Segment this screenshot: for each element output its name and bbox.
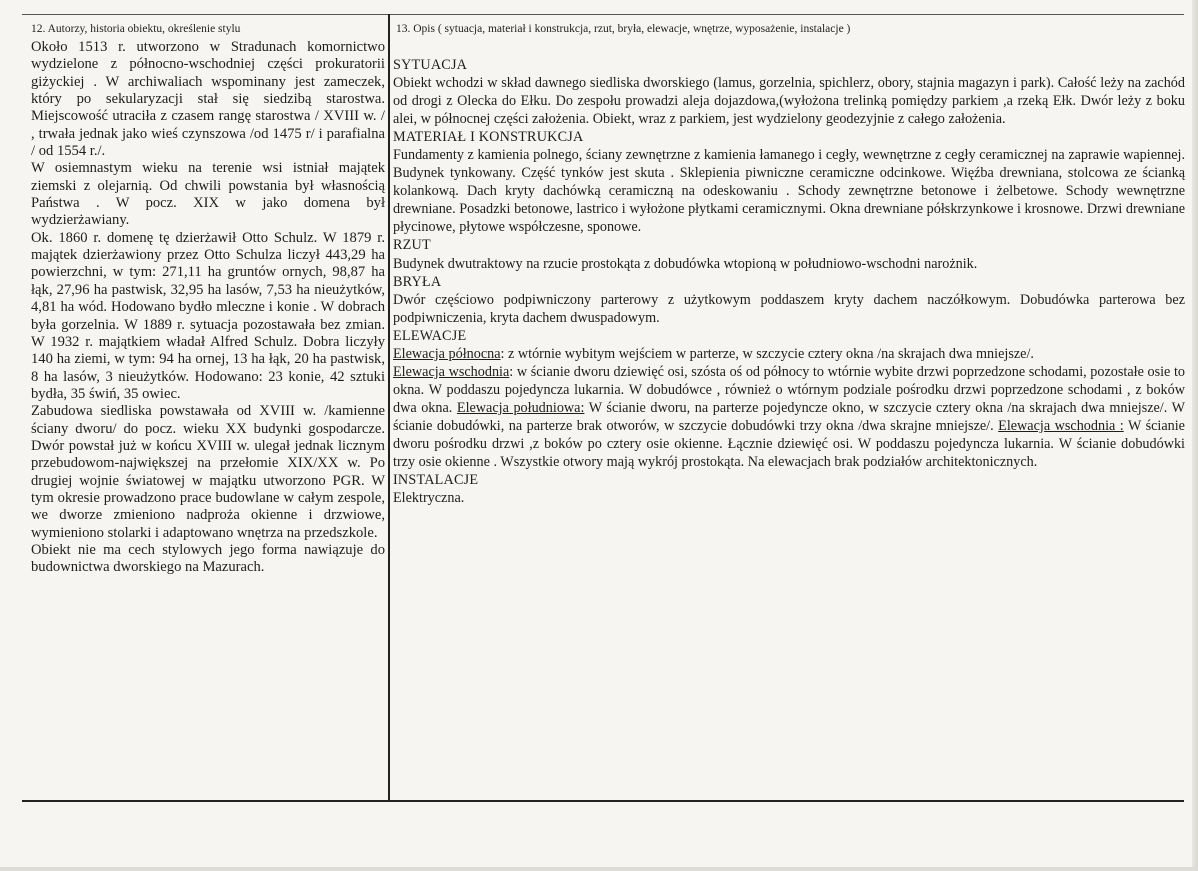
bryla-text: Dwór częściowo podpiwniczony parterowy z użytkowym poddaszem kryty dachem naczółkowym. Dobudówka parterowa bez podpiwniczenia, kryta dachem dwuspadowym. — [393, 291, 1185, 326]
elewacja-polnocna-label: Elewacja północna — [393, 345, 501, 362]
material-heading: MATERIAŁ I KONSTRUKCJA — [393, 129, 584, 146]
rzut-text: Budynek dwutraktowy na rzucie prostokąta z dobudówka wtopioną w południowo-wschodni narożnik. — [393, 255, 978, 272]
instalacje-heading: INSTALACJE — [393, 472, 479, 489]
elewacja-wschodnia-text: : w ścianie dworu dziewięć osi, szósta oś od północy to wtórnie wybite drzwi poprzedzone schodami, pozostałe osie to okna. W poddaszu pojedyncza lukarnia. W dobudówce , również o wtórnym podziale pośrodku drzwi poprzedzone schodami , z boków dwa okna. — [393, 363, 1185, 416]
elewacje-heading: ELEWACJE — [393, 327, 467, 344]
sytuacja-text: Obiekt wchodzi w skład dawnego siedliska dworskiego (lamus, gorzelnia, spichlerz, obory, stajnia magazyn i park). Całość leży na zachód od drogi z Olecka do Ełku. Do zespołu prowadzi aleja dojazdowa,(wyłożona trelinką pomiędzy parkiem ,a rzeką Ełk. Dwór leży z boku alei, w północnej części założenia. Obiekt, wraz z parkiem, jest wydzielony geodezyjnie z całego założenia. — [393, 75, 1185, 128]
scan-edge-bottom — [0, 867, 1198, 871]
history-paragraph-3: Ok. 1860 r. domenę tę dzierżawił Otto Schulz. W 1879 r. majątek dzierżawiony przez Otto Schulza liczył 443,29 ha powierzchni, w tym: 271,11 ha gruntów ornych, 98,87 ha łąk, 27,96 ha pastwisk, 32,95 ha lasów, 7,53 ha nieużytków, 4,81 ha wód. Hodowano bydło mleczne i konie . W dobrach była gorzelnia. W 1889 r. sytuacja pozostawała bez zmian. W 1932 r. majątkiem władał Alfred Schulz. Dobra liczyły 140 ha ziemi, w tym: 94 ha ornej, 13 ha łąk, 20 ha pastwisk, 8 ha lasów, 3 nieużytków. Hodowano: 23 konie, 42 sztuki bydła, 35 świń, 35 owiec. — [31, 229, 385, 402]
top-border — [22, 14, 1184, 15]
history-paragraph-1: Około 1513 r. utworzono w Stradunach komornictwo wydzielone z północno-wschodniej części prokuratorii giżyckiej . W archiwaliach wspominany jest zameczek, który po sekularyzacji stał się siedzibą starostwa. Miejscowość utraciła z czasem rangę starostwa / XVIII w. / , trwała jednak jako wieś czynszowa /od 1475 r/ i parafialna / od 1554 r./. — [31, 39, 385, 160]
elewacja-poludniowa-label: Elewacja południowa: — [456, 399, 585, 416]
elewacje-rest — [393, 363, 1185, 471]
left-section-header: 12. Autorzy, historia obiektu, określenie stylu — [31, 23, 241, 35]
history-text — [31, 39, 385, 577]
instalacje-text: Elektryczna. — [393, 490, 465, 507]
history-paragraph-5: Obiekt nie ma cech stylowych jego forma nawiązuje do budownictwa dworskiego na Mazurach. — [31, 541, 385, 576]
sytuacja-heading: SYTUACJA — [393, 57, 468, 73]
right-section-header: 13. Opis ( sytuacja, materiał i konstrukcja, rzut, bryła, elewacje, wnętrze, wyposażenie, instalacje ) — [396, 23, 851, 35]
bryla-heading: BRYŁA — [393, 273, 442, 290]
elewacja-wschodnia-label: Elewacja wschodnia — [393, 363, 510, 380]
elewacja-poludniowa-text: W ścianie dworu, na parterze pojedyncze okno, w szczycie cztery okna /na skrajach dwa mniejsze/. W ścianie dobudówki, na parterze brak otworów, w szczycie dobudówki trzy okna /dwa skrajne mniejsze/. — [393, 399, 1186, 434]
column-divider — [388, 14, 390, 800]
history-paragraph-2: W osiemnastym wieku na terenie wsi istniał majątek ziemski z olejarnią. Od chwili powstania był własnością Państwa . W pocz. XIX w jako domena był wydzierżawiany. — [31, 160, 385, 229]
elewacja-wschodnia-2-label: Elewacja wschodnia : — [998, 417, 1124, 434]
scan-edge-right — [1192, 0, 1198, 871]
description-text — [393, 56, 1185, 507]
rzut-heading: RZUT — [393, 237, 431, 254]
elewacja-wschodnia-2-text: W ścianie dworu pośrodku drzwi ,z boków po cztery osie okienne. Łącznie dziewięć osi. W poddaszu pojedyncza lukarnia. W ścianie dobudówki trzy osie okienne . Wszystkie otwory mają wykrój prostokąta. Na elewacjach brak podziałów architektonicznych. — [393, 417, 1185, 471]
elewacja-polnocna — [393, 345, 1185, 363]
bottom-rule — [22, 800, 1184, 802]
history-paragraph-4: Zabudowa siedliska powstawała od XVIII w. /kamienne ściany dworu/ do pocz. wieku XX budynki gospodarcze. Dwór powstał już w końcu XVIII w. ulegał jednak licznym przebudowom-największej na przełomie XIX/XX w. Po drugiej wojnie światowej w majątku utworzono PGR. W tym okresie prowadzono prace budowlane w całym zespole, we dworze zmieniono nadproża okienne i drzwiowe, wymieniono stolarki i adaptowano wnętrza na przedszkole. — [31, 403, 385, 541]
elewacja-polnocna-text: : z wtórnie wybitym wejściem w parterze, w szczycie cztery okna /na skrajach dwa mniejsze/. — [500, 345, 1034, 362]
material-text: Fundamenty z kamienia polnego, ściany zewnętrzne z kamienia łamanego i cegły, wewnętrzne z cegły ceramicznej na zaprawie wapiennej. Budynek tynkowany. Część tynków jest skuta . Sklepienia piwniczne ceramiczne odcinkowe. Więźba drewniana, stolcowa ze ścianką kolankową. Dach kryty dachówką ceramiczną na odeskowaniu . Schody zewnętrzne betonowe i żelbetowe. Schody wewnętrzne drewniane. Posadzki betonowe, lastrico i wyłożone płytkami ceramicznymi. Okna drewniane półskrzynkowe i krosnowe. Drzwi drewniane płycinowe, płytowe współczesne, sponowe. — [393, 147, 1185, 236]
